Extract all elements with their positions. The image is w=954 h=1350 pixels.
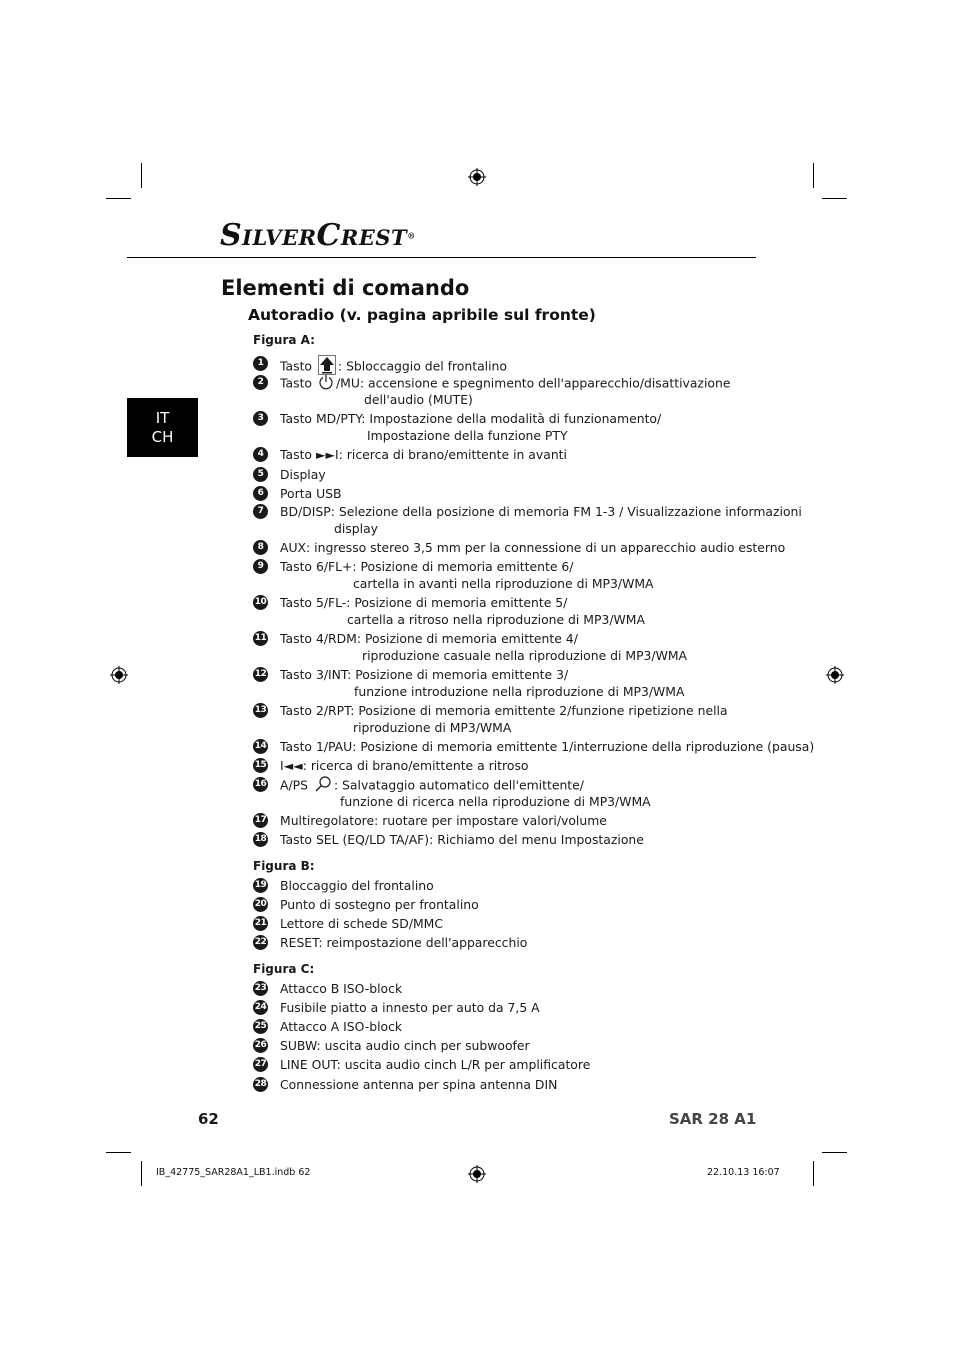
item-description: LINE OUT: uscita audio cinch L/R per amplificatore [280,1057,591,1072]
item-text [280,934,527,951]
item-continuation: riproduzione di MP3/WMA [353,720,512,735]
item-description: /MU: accensione e spegnimento dell'apparecchio/disattivazione [335,375,731,391]
item-description: Tasto 5/FL-: Posizione di memoria emittente 5/ [280,595,568,610]
item-number: 15 [253,758,268,773]
item-description: Fusibile piatto a innesto per auto da 7,5 A [280,1000,540,1015]
crop-mark [813,163,814,188]
slug-date: 22.10.13 16:07 [707,1167,780,1178]
list-item [253,776,753,810]
figure-label: Figura C: [253,962,315,976]
item-number: 11 [253,631,268,646]
item-text [280,539,785,556]
item-prefix: Tasto [280,375,316,391]
item-description: Attacco A ISO-block [280,1019,403,1034]
item-description: Tasto 1/PAU: Posizione di memoria emittente 1/interruzione della riproduzione (pausa) [280,739,815,754]
item-description: Tasto 3/INT: Posizione di memoria emittente 3/ [280,667,569,682]
item-number: 17 [253,813,268,828]
brand-logo: SILVERCREST® [220,218,416,253]
item-number: 7 [253,504,268,519]
crop-mark [106,1152,131,1153]
list-item [253,1037,753,1054]
list-item [253,558,753,592]
crop-mark [822,198,847,199]
item-text [280,485,342,502]
list-item [253,831,753,848]
item-prefix: Tasto [280,358,316,374]
item-text [280,896,479,913]
list-item [253,594,753,628]
list-item [253,666,753,700]
item-number: 26 [253,1038,268,1053]
registration-mark-icon [468,168,486,186]
item-description: RESET: reimpostazione dell'apparecchio [280,935,528,950]
item-number: 28 [253,1077,268,1092]
list-item [253,410,753,444]
power-icon [318,374,334,394]
item-description: ►►I: ricerca di brano/emittente in avanti [315,447,567,462]
item-text [280,1037,530,1054]
item-text [280,594,567,611]
item-text [280,702,728,719]
item-text [280,812,607,829]
list-item [253,466,753,483]
item-number: 20 [253,897,268,912]
list-item [253,1056,753,1073]
item-number: 1 [253,356,268,371]
item-description: Punto di sostegno per frontalino [280,897,479,912]
item-number: 14 [253,739,268,754]
list-item [253,485,753,502]
item-description: Tasto MD/PTY: Impostazione della modalità di funzionamento/ [280,411,662,426]
list-item [253,446,753,463]
item-prefix: A/PS [280,777,312,793]
item-text [280,374,730,394]
item-description: Bloccaggio del frontalino [280,878,434,893]
item-description: Tasto 2/RPT: Posizione di memoria emittente 2/funzione ripetizione nella [280,703,728,718]
item-number: 4 [253,447,268,462]
crop-mark [813,1161,814,1186]
list-item [253,896,753,913]
list-item [253,1018,753,1035]
item-text [280,503,802,520]
list-item [253,915,753,932]
item-description: AUX: ingresso stereo 3,5 mm per la connessione di un apparecchio audio esterno [280,540,786,555]
list-item [253,355,753,372]
crop-mark [822,1152,847,1153]
header-rule [127,257,756,258]
item-number: 3 [253,411,268,426]
list-item [253,999,753,1016]
list-item [253,934,753,951]
item-continuation: cartella a ritroso nella riproduzione di MP3/WMA [347,612,645,627]
item-number: 22 [253,935,268,950]
list-item [253,812,753,829]
item-description: Attacco B ISO-block [280,981,403,996]
item-number: 9 [253,559,268,574]
list-item [253,503,802,537]
item-number: 21 [253,916,268,931]
item-description: Display [280,467,326,482]
item-description: Connessione antenna per spina antenna DIN [280,1077,558,1092]
item-number: 27 [253,1057,268,1072]
item-text [280,410,661,427]
item-number: 5 [253,467,268,482]
item-number: 6 [253,486,268,501]
item-text [280,666,568,683]
item-continuation: Impostazione della funzione PTY [367,428,568,443]
item-text [280,980,402,997]
item-number: 23 [253,981,268,996]
item-number: 10 [253,595,268,610]
crop-mark [141,163,142,188]
list-item [253,374,753,408]
slug-file: IB_42775_SAR28A1_LB1.indb 62 [156,1167,311,1178]
list-item [253,702,753,736]
item-text [280,757,528,774]
list-item [253,630,753,664]
crop-mark [106,198,131,199]
item-number: 2 [253,375,268,390]
item-text [280,558,573,575]
list-item [253,1076,753,1093]
list-item [253,757,753,774]
item-text [280,1018,402,1035]
item-description: BD/DISP: Selezione della posizione di memoria FM 1-3 / Visualizzazione informazioni [280,504,802,519]
item-description: Lettore di schede SD/MMC [280,916,444,931]
item-description: Multiregolatore: ruotare per impostare valori/volume [280,813,607,828]
item-continuation: funzione introduzione nella riproduzione di MP3/WMA [354,684,685,699]
item-number: 18 [253,832,268,847]
item-continuation: riproduzione casuale nella riproduzione di MP3/WMA [362,648,688,663]
item-description: I◄◄: ricerca di brano/emittente a ritroso [280,758,529,773]
registration-mark-icon [468,1165,486,1183]
item-text [280,738,814,755]
search-icon [314,776,332,796]
item-number: 16 [253,777,268,792]
item-number: 8 [253,540,268,555]
item-prefix: Tasto [280,447,316,462]
section-title: Autoradio (v. pagina apribile sul fronte) [248,306,596,324]
registration-mark-icon [110,666,128,684]
item-description: SUBW: uscita audio cinch per subwoofer [280,1038,530,1053]
item-text [280,915,443,932]
item-text [280,999,540,1016]
item-continuation: display [334,521,378,536]
item-description: Tasto SEL (EQ/LD TA/AF): Richiamo del menu Impostazione [280,832,644,847]
item-description: : Salvataggio automatico dell'emittente/ [333,777,584,793]
item-text [280,877,434,894]
page-title: Elementi di comando [221,276,470,300]
item-continuation: cartella in avanti nella riproduzione di MP3/WMA [353,576,654,591]
item-number: 13 [253,703,268,718]
item-continuation: dell'audio (MUTE) [364,392,473,407]
item-number: 12 [253,667,268,682]
item-text [280,1056,590,1073]
list-item [253,877,753,894]
list-item [253,980,753,997]
figure-label: Figura B: [253,859,315,873]
registration-mark-icon [826,666,844,684]
list-item [253,738,815,755]
item-number: 24 [253,1000,268,1015]
item-number: 19 [253,878,268,893]
item-text [280,1076,557,1093]
item-text [280,630,578,647]
item-text [280,446,567,463]
crop-mark [141,1161,142,1186]
item-description: Tasto 4/RDM: Posizione di memoria emittente 4/ [280,631,578,646]
item-description: Porta USB [280,486,342,501]
item-number: 25 [253,1019,268,1034]
list-item [253,539,786,556]
language-tab: IT CH [127,398,198,457]
page-number: 62 [198,1110,219,1128]
figure-label: Figura A: [253,333,315,347]
model-number: SAR 28 A1 [669,1110,757,1128]
item-continuation: funzione di ricerca nella riproduzione di MP3/WMA [340,794,651,809]
item-text [280,466,326,483]
item-description: Tasto 6/FL+: Posizione di memoria emittente 6/ [280,559,574,574]
item-text [280,831,644,848]
item-description: : Sbloccaggio del frontalino [337,358,507,374]
